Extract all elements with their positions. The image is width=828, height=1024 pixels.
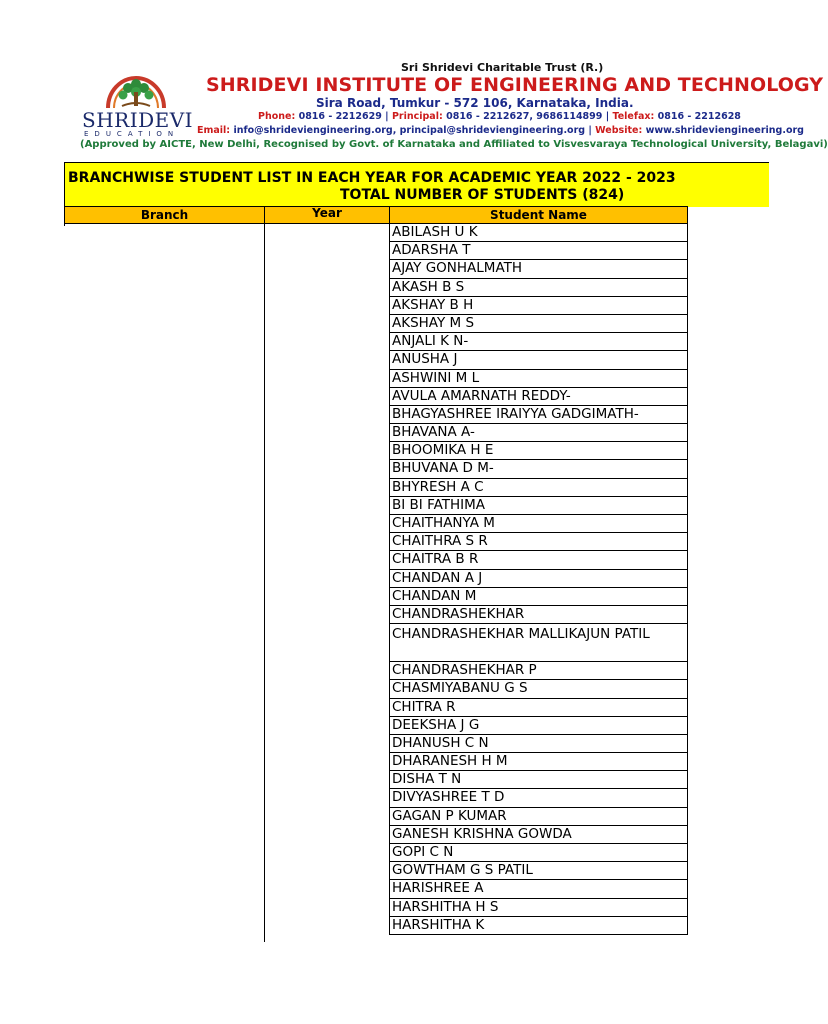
branch-year-divider (264, 224, 265, 942)
student-name-row: BHOOMIKA H E (389, 442, 688, 460)
student-name-row: DEEKSHA J G (389, 717, 688, 735)
student-name-row: GANESH KRISHNA GOWDA (389, 826, 688, 844)
column-header-student-name: Student Name (389, 206, 688, 224)
student-name-row: ANJALI K N- (389, 333, 688, 351)
column-header-year: Year (264, 206, 390, 224)
principal-label: Principal: (391, 111, 443, 122)
student-name-row: CHANDAN A J (389, 570, 688, 588)
telefax-label: Telefax: (612, 111, 655, 122)
student-name-list (389, 224, 688, 935)
student-name-row: GOWTHAM G S PATIL (389, 862, 688, 880)
student-name-row: CHITRA R (389, 699, 688, 717)
student-name-row: CHAITHANYA M (389, 515, 688, 533)
student-name-row: CHANDAN M (389, 588, 688, 606)
student-name-row: DISHA T N (389, 771, 688, 789)
student-name-row: ANUSHA J (389, 351, 688, 369)
title-banner (64, 162, 769, 207)
student-name-row: AVULA AMARNATH REDDY- (389, 388, 688, 406)
principal-value: 0816 - 2212627, 9686114899 (446, 111, 603, 122)
student-name-row: ADARSHA T (389, 242, 688, 260)
email-label: Email: (197, 125, 231, 136)
logo-wordmark: SHRIDEVI (82, 108, 194, 132)
approval-statement: (Approved by AICTE, New Delhi, Recognised by Govt. of Karnataka and Affiliated to Visvesvaraya Technological University, Belagavi) (80, 139, 828, 150)
institute-name: SHRIDEVI INSTITUTE OF ENGINEERING AND TECHNOLOGY (206, 74, 824, 96)
student-name-row: AKASH B S (389, 279, 688, 297)
email-value: info@shrideviengineering.org, principal@shrideviengineering.org (233, 125, 586, 136)
branch-left-border (64, 224, 65, 226)
student-name-row: DIVYASHREE T D (389, 789, 688, 807)
student-name-row: AKSHAY B H (389, 297, 688, 315)
student-name-row: BHUVANA D M- (389, 460, 688, 478)
student-name-row: BI BI FATHIMA (389, 497, 688, 515)
student-name-row: HARSHITHA K (389, 917, 688, 935)
shridevi-logo (78, 68, 194, 140)
telefax-value: 0816 - 2212628 (657, 111, 741, 122)
student-name-row: CHAITRA B R (389, 551, 688, 569)
student-name-row: CHANDRASHEKHAR MALLIKAJUN PATIL (389, 624, 688, 662)
student-name-row: DHANUSH C N (389, 735, 688, 753)
letterhead (0, 0, 828, 160)
student-name-row: DHARANESH H M (389, 753, 688, 771)
student-name-row: ASHWINI M L (389, 370, 688, 388)
student-name-row: BHAGYASHREE IRAIYYA GADGIMATH- (389, 406, 688, 424)
student-name-row: CHASMIYABANU G S (389, 680, 688, 698)
student-name-row: CHANDRASHEKHAR P (389, 662, 688, 680)
phone-label: Phone: (258, 111, 296, 122)
email-line: Email: info@shrideviengineering.org, principal@shrideviengineering.org | Website: www.shrideviengineering.org (197, 125, 804, 136)
institute-address: Sira Road, Tumkur - 572 106, Karnataka, India. (316, 96, 634, 110)
website-value: www.shrideviengineering.org (645, 125, 804, 136)
contact-line: Phone: 0816 - 2212629 | Principal: 0816 - 2212627, 9686114899 | Telefax: 0816 - 2212628 (258, 111, 741, 122)
logo-subtext: EDUCATION (84, 130, 180, 138)
student-name-row: CHAITHRA S R (389, 533, 688, 551)
student-name-row: GOPI C N (389, 844, 688, 862)
student-name-row: AJAY GONHALMATH (389, 260, 688, 278)
student-name-row: GAGAN P KUMAR (389, 808, 688, 826)
trust-name: Sri Shridevi Charitable Trust (R.) (401, 61, 604, 74)
total-students: TOTAL NUMBER OF STUDENTS (824) (340, 187, 625, 203)
phone-value: 0816 - 2212629 (298, 111, 382, 122)
student-name-row: ABILASH U K (389, 224, 688, 242)
website-label: Website: (595, 125, 643, 136)
student-name-row: AKSHAY M S (389, 315, 688, 333)
list-title: BRANCHWISE STUDENT LIST IN EACH YEAR FOR ACADEMIC YEAR 2022 - 2023 (68, 170, 676, 186)
student-name-row: BHYRESH A C (389, 479, 688, 497)
column-header-branch: Branch (64, 206, 265, 224)
student-name-row: HARSHITHA H S (389, 899, 688, 917)
student-name-row: BHAVANA A- (389, 424, 688, 442)
student-name-row: HARISHREE A (389, 880, 688, 898)
student-name-row: CHANDRASHEKHAR (389, 606, 688, 624)
